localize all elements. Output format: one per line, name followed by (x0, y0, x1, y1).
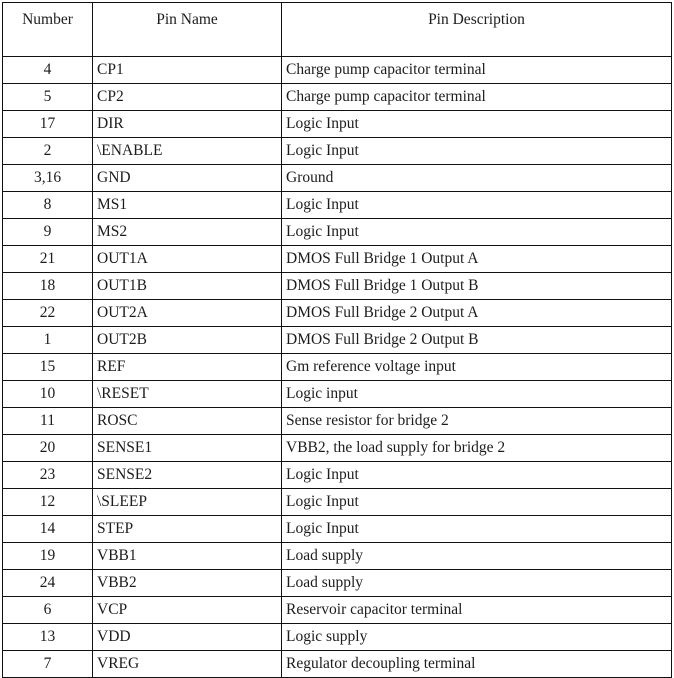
pin-description-cell: DMOS Full Bridge 2 Output B (282, 327, 672, 354)
pin-description-cell: Charge pump capacitor terminal (282, 57, 672, 84)
pin-name-cell: OUT1B (93, 273, 282, 300)
pin-name-cell: DIR (93, 111, 282, 138)
pin-description-table (2, 2, 672, 678)
pin-name-cell: OUT2A (93, 300, 282, 327)
table-row (3, 516, 672, 543)
pin-number-cell: 11 (3, 408, 93, 435)
pin-number-cell: 12 (3, 489, 93, 516)
table-row (3, 543, 672, 570)
pin-description-cell: DMOS Full Bridge 2 Output A (282, 300, 672, 327)
table-row (3, 570, 672, 597)
pin-description-cell: Logic supply (282, 624, 672, 651)
pin-number-cell: 3,16 (3, 165, 93, 192)
pin-description-cell: Logic input (282, 381, 672, 408)
table-row (3, 408, 672, 435)
pin-number-cell: 15 (3, 354, 93, 381)
pin-name-cell: VBB2 (93, 570, 282, 597)
pin-name-cell: MS2 (93, 219, 282, 246)
pin-name-cell: CP1 (93, 57, 282, 84)
pin-name-cell: VBB1 (93, 543, 282, 570)
pin-name-cell: \RESET (93, 381, 282, 408)
table-header-row (3, 3, 672, 57)
pin-number-cell: 1 (3, 327, 93, 354)
pin-name-cell: VREG (93, 651, 282, 678)
pin-number-cell: 13 (3, 624, 93, 651)
pin-description-cell: Logic Input (282, 138, 672, 165)
pin-description-cell: Logic Input (282, 219, 672, 246)
pin-name-cell: OUT2B (93, 327, 282, 354)
pin-description-cell: DMOS Full Bridge 1 Output A (282, 246, 672, 273)
pin-description-cell: Logic Input (282, 462, 672, 489)
pin-number-cell: 10 (3, 381, 93, 408)
pin-description-cell: Load supply (282, 570, 672, 597)
pin-description-cell: Charge pump capacitor terminal (282, 84, 672, 111)
table-row (3, 624, 672, 651)
table-row (3, 219, 672, 246)
pin-description-cell: Reservoir capacitor terminal (282, 597, 672, 624)
pin-name-cell: \ENABLE (93, 138, 282, 165)
table-row (3, 57, 672, 84)
pin-number-cell: 24 (3, 570, 93, 597)
pin-number-cell: 8 (3, 192, 93, 219)
pin-name-cell: REF (93, 354, 282, 381)
pin-name-cell: OUT1A (93, 246, 282, 273)
pin-name-cell: CP2 (93, 84, 282, 111)
pin-description-cell: Logic Input (282, 192, 672, 219)
pin-number-cell: 14 (3, 516, 93, 543)
pin-description-cell: Sense resistor for bridge 2 (282, 408, 672, 435)
pin-number-cell: 4 (3, 57, 93, 84)
pin-description-cell: Logic Input (282, 489, 672, 516)
table-body (3, 57, 672, 678)
pin-number-cell: 22 (3, 300, 93, 327)
pin-number-cell: 7 (3, 651, 93, 678)
header-number: Number (3, 3, 93, 57)
table-row (3, 435, 672, 462)
pin-description-cell: Ground (282, 165, 672, 192)
pin-name-cell: \SLEEP (93, 489, 282, 516)
pin-number-cell: 17 (3, 111, 93, 138)
pin-name-cell: MS1 (93, 192, 282, 219)
table-row (3, 381, 672, 408)
pin-description-cell: VBB2, the load supply for bridge 2 (282, 435, 672, 462)
pin-name-cell: GND (93, 165, 282, 192)
pin-description-cell: Regulator decoupling terminal (282, 651, 672, 678)
table-row (3, 462, 672, 489)
table-row (3, 489, 672, 516)
table-row (3, 84, 672, 111)
pin-description-cell: Logic Input (282, 516, 672, 543)
pin-number-cell: 9 (3, 219, 93, 246)
table-row (3, 165, 672, 192)
table-row (3, 192, 672, 219)
table-row (3, 300, 672, 327)
table-row (3, 273, 672, 300)
pin-number-cell: 2 (3, 138, 93, 165)
table-row (3, 111, 672, 138)
pin-description-cell: DMOS Full Bridge 1 Output B (282, 273, 672, 300)
header-pin-name: Pin Name (93, 3, 282, 57)
pin-number-cell: 18 (3, 273, 93, 300)
pin-description-cell: Logic Input (282, 111, 672, 138)
pin-name-cell: ROSC (93, 408, 282, 435)
table-row (3, 327, 672, 354)
pin-number-cell: 20 (3, 435, 93, 462)
table-row (3, 597, 672, 624)
pin-name-cell: SENSE2 (93, 462, 282, 489)
pin-name-cell: STEP (93, 516, 282, 543)
pin-number-cell: 5 (3, 84, 93, 111)
pin-number-cell: 19 (3, 543, 93, 570)
pin-name-cell: VCP (93, 597, 282, 624)
pin-description-cell: Load supply (282, 543, 672, 570)
pin-name-cell: VDD (93, 624, 282, 651)
table-row (3, 246, 672, 273)
table-row (3, 138, 672, 165)
pin-description-cell: Gm reference voltage input (282, 354, 672, 381)
pin-number-cell: 23 (3, 462, 93, 489)
pin-name-cell: SENSE1 (93, 435, 282, 462)
table-row (3, 651, 672, 678)
pin-number-cell: 6 (3, 597, 93, 624)
table-row (3, 354, 672, 381)
pin-number-cell: 21 (3, 246, 93, 273)
header-pin-description: Pin Description (282, 3, 672, 57)
